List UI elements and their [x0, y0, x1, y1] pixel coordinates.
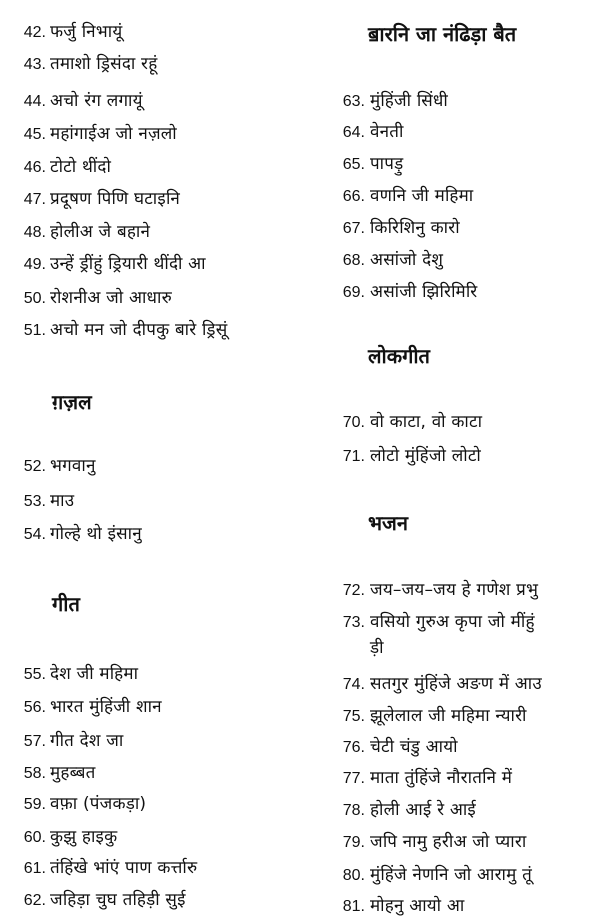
- item-number: 61.: [23, 860, 46, 877]
- item-title: वसियो गुरुअ कृपा जो मींहुं: [370, 612, 535, 632]
- item-title: अचो रंग लगायूं: [50, 91, 143, 111]
- item-title: गीत देश जा: [50, 731, 124, 751]
- item-number: 65.: [342, 156, 365, 173]
- list-item: [0, 52, 312, 77]
- item-title: होलीअ जे बहाने: [50, 222, 151, 242]
- list-item: [316, 444, 600, 469]
- list-item: [0, 20, 312, 45]
- item-title: माउ: [50, 491, 75, 511]
- item-title: तंहिंखे भांएं पाण कर्त्तारु: [50, 858, 198, 878]
- item-title: लोटो मुंहिंजो लोटो: [370, 446, 482, 466]
- list-item: [0, 695, 312, 720]
- item-title: वणनि जी महिमा: [370, 186, 474, 206]
- list-item: [0, 856, 312, 881]
- list-item: [316, 735, 600, 760]
- item-number: 67.: [342, 220, 365, 237]
- item-title: देश जी महिमा: [50, 664, 139, 684]
- item-number: 52.: [23, 458, 46, 475]
- item-title: चेटी चंडु आयो: [370, 737, 458, 757]
- list-item: [0, 89, 312, 114]
- item-number: 74.: [342, 676, 365, 693]
- item-number: 76.: [342, 739, 365, 756]
- item-title-continuation: ड़ी: [370, 638, 384, 658]
- list-item: [316, 704, 600, 729]
- item-title: प्रदूषण पिणि घटाइनि: [50, 189, 180, 209]
- item-number: 46.: [23, 159, 46, 176]
- list-item: [0, 187, 312, 212]
- list-item: [0, 662, 312, 687]
- item-number: 81.: [342, 898, 365, 915]
- list-item: [0, 252, 312, 277]
- list-item: [316, 410, 600, 435]
- item-title: जय–जय–जय हे गणेश प्रभु: [370, 580, 539, 600]
- item-number: 50.: [23, 290, 46, 307]
- item-title: जहिड़ा चुघ तहिड़ी सुई: [50, 890, 186, 910]
- section-heading-bhajan: भजन: [368, 511, 408, 535]
- item-number: 55.: [23, 666, 46, 683]
- item-title: मोहनु आयो आ: [370, 896, 465, 916]
- list-item: [316, 248, 600, 273]
- list-item: [316, 894, 600, 919]
- item-number: 54.: [23, 526, 46, 543]
- list-item: [0, 220, 312, 245]
- item-number: 69.: [342, 284, 365, 301]
- item-title: फर्जु निभायूं: [50, 22, 123, 42]
- item-title: किरिशिनु कारो: [370, 218, 460, 238]
- item-title: भगवानु: [50, 456, 96, 476]
- item-number: 64.: [342, 124, 365, 141]
- item-number: 77.: [342, 770, 365, 787]
- list-item: [0, 155, 312, 180]
- list-item: [316, 863, 600, 888]
- item-number: 68.: [342, 252, 365, 269]
- item-number: 57.: [23, 733, 46, 750]
- item-number: 75.: [342, 708, 365, 725]
- item-title: अचो मन जो दीपकु बारे ड्रिसूं: [50, 320, 228, 340]
- item-number: 62.: [23, 892, 46, 909]
- list-item-continuation: [316, 636, 600, 660]
- item-number: 70.: [342, 414, 365, 431]
- list-item: [0, 286, 312, 311]
- item-number: 47.: [23, 191, 46, 208]
- list-item: [316, 152, 600, 177]
- section-heading-baal-bait: ॿारनि जा नंढिड़ा बैत: [368, 22, 517, 46]
- list-item: [316, 798, 600, 823]
- item-title: होली आई रे आई: [370, 800, 476, 820]
- list-item: [316, 216, 600, 241]
- section-heading-geet: गीत: [52, 592, 80, 616]
- list-item: [0, 318, 312, 343]
- item-title: वफ़ा (पंजकड़ा): [50, 794, 147, 814]
- item-title: वो काटा, वो काटा: [370, 412, 483, 432]
- item-number: 43.: [23, 56, 46, 73]
- item-number: 48.: [23, 224, 46, 241]
- item-number: 51.: [23, 322, 46, 339]
- list-item: [0, 825, 312, 850]
- list-item: [316, 280, 600, 305]
- item-title: रोशनीअ जो आधारु: [50, 288, 172, 308]
- list-item: [0, 888, 312, 913]
- item-title: मुंहिंजी सिंधी: [370, 91, 448, 111]
- list-item: [316, 89, 600, 114]
- item-number: 49.: [23, 256, 46, 273]
- item-title: वेनती: [370, 122, 404, 142]
- item-title: सतगुर मुंहिंजे अङण में आउ: [370, 674, 542, 694]
- section-heading-ghazal: ग़ज़ल: [52, 390, 92, 414]
- item-number: 78.: [342, 802, 365, 819]
- item-title: महांगाईअ जो नज़लो: [50, 124, 177, 144]
- list-item: [0, 522, 312, 547]
- list-item: [316, 184, 600, 209]
- item-number: 56.: [23, 699, 46, 716]
- item-title: पापड़ु: [370, 154, 404, 174]
- item-number: 73.: [342, 614, 365, 631]
- list-item: [0, 761, 312, 786]
- item-title: जपि नामु हरीअ जो प्यारा: [370, 832, 527, 852]
- list-item: [316, 672, 600, 697]
- list-item: [316, 120, 600, 145]
- item-title: असांजी झिरिमिरि: [370, 282, 478, 302]
- item-number: 66.: [342, 188, 365, 205]
- item-number: 63.: [342, 93, 365, 110]
- item-number: 44.: [23, 93, 46, 110]
- list-item: [316, 610, 600, 635]
- list-item: [0, 792, 312, 817]
- item-number: 71.: [342, 448, 365, 465]
- item-title: उन्हें ड्रींहुं ड्रियारी थींदी आ: [50, 254, 206, 274]
- list-item: [0, 489, 312, 514]
- list-item: [316, 830, 600, 855]
- item-title: मुहब्बत: [50, 763, 96, 783]
- item-number: 79.: [342, 834, 365, 851]
- list-item: [316, 766, 600, 791]
- section-heading-lokgeet: लोकगीत: [368, 344, 430, 368]
- item-title: माता तुंहिंजे नौरातनि में: [370, 768, 513, 788]
- list-item: [0, 454, 312, 479]
- item-title: झूलेलाल जी महिमा न्यारी: [370, 706, 527, 726]
- item-number: 45.: [23, 126, 46, 143]
- list-item: [0, 729, 312, 754]
- item-title: तमाशो ड्रिसंदा रहूं: [50, 54, 158, 74]
- item-number: 60.: [23, 829, 46, 846]
- item-title: भारत मुंहिंजी शान: [50, 697, 162, 717]
- item-number: 59.: [23, 796, 46, 813]
- item-title: मुंहिंजे नेणनि जो आरामु तूं: [370, 865, 532, 885]
- item-title: कुझु हाइकु: [50, 827, 118, 847]
- item-number: 58.: [23, 765, 46, 782]
- item-title: असांजो देशु: [370, 250, 444, 270]
- item-number: 53.: [23, 493, 46, 510]
- list-item: [316, 578, 600, 603]
- list-item: [0, 122, 312, 147]
- item-number: 42.: [23, 24, 46, 41]
- item-number: 80.: [342, 867, 365, 884]
- item-number: 72.: [342, 582, 365, 599]
- item-title: टोटो थींदो: [50, 157, 112, 177]
- item-title: गोल्हे थो इंसानु: [50, 524, 142, 544]
